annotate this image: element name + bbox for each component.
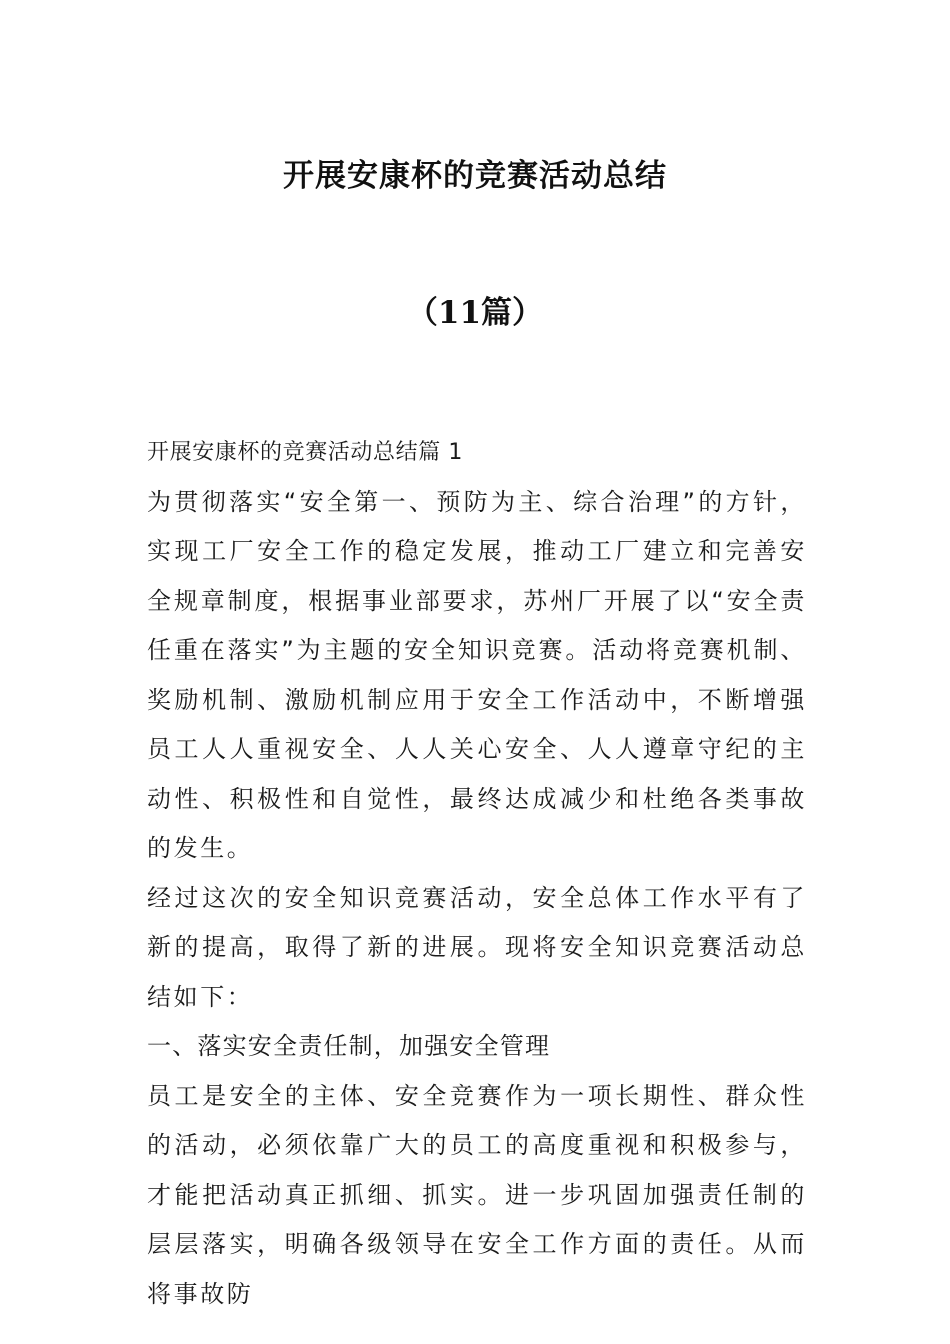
section-one-paragraph: 员工是安全的主体、安全竞赛作为一项长期性、群众性的活动，必须依靠广大的员工的高度重视和积极参与，才能把活动真正抓细、抓实。进一步巩固加强责任制的层层落实，明确各级领导在安全工作方面的责任。从而将事故防: [147, 1081, 807, 1308]
section-heading: 开展安康杯的竞赛活动总结篇 1: [147, 440, 463, 465]
document-title: 开展安康杯的竞赛活动总结: [283, 158, 667, 194]
document-body: [147, 428, 807, 1319]
document-subtitle: （11篇）: [406, 295, 544, 331]
section-one-title: 一、落实安全责任制，加强安全管理: [147, 1032, 551, 1060]
body-paragraph-1: 为贯彻落实“安全第一、预防为主、综合治理”的方针，实现工厂安全工作的稳定发展，推动工厂建立和完善安全规章制度，根据事业部要求，苏州厂开展了以“安全责任重在落实”为主题的安全知识竞赛。活动将竞赛机制、奖励机制、激励机制应用于安全工作活动中，不断增强员工人人重视安全、人人关心安全、人人遵章守纪的主动性、积极性和自觉性，最终达成减少和杜绝各类事故的发生。: [147, 487, 807, 862]
body-paragraph-2: 经过这次的安全知识竞赛活动，安全总体工作水平有了新的提高，取得了新的进展。现将安全知识竞赛活动总结如下：: [147, 883, 807, 1011]
